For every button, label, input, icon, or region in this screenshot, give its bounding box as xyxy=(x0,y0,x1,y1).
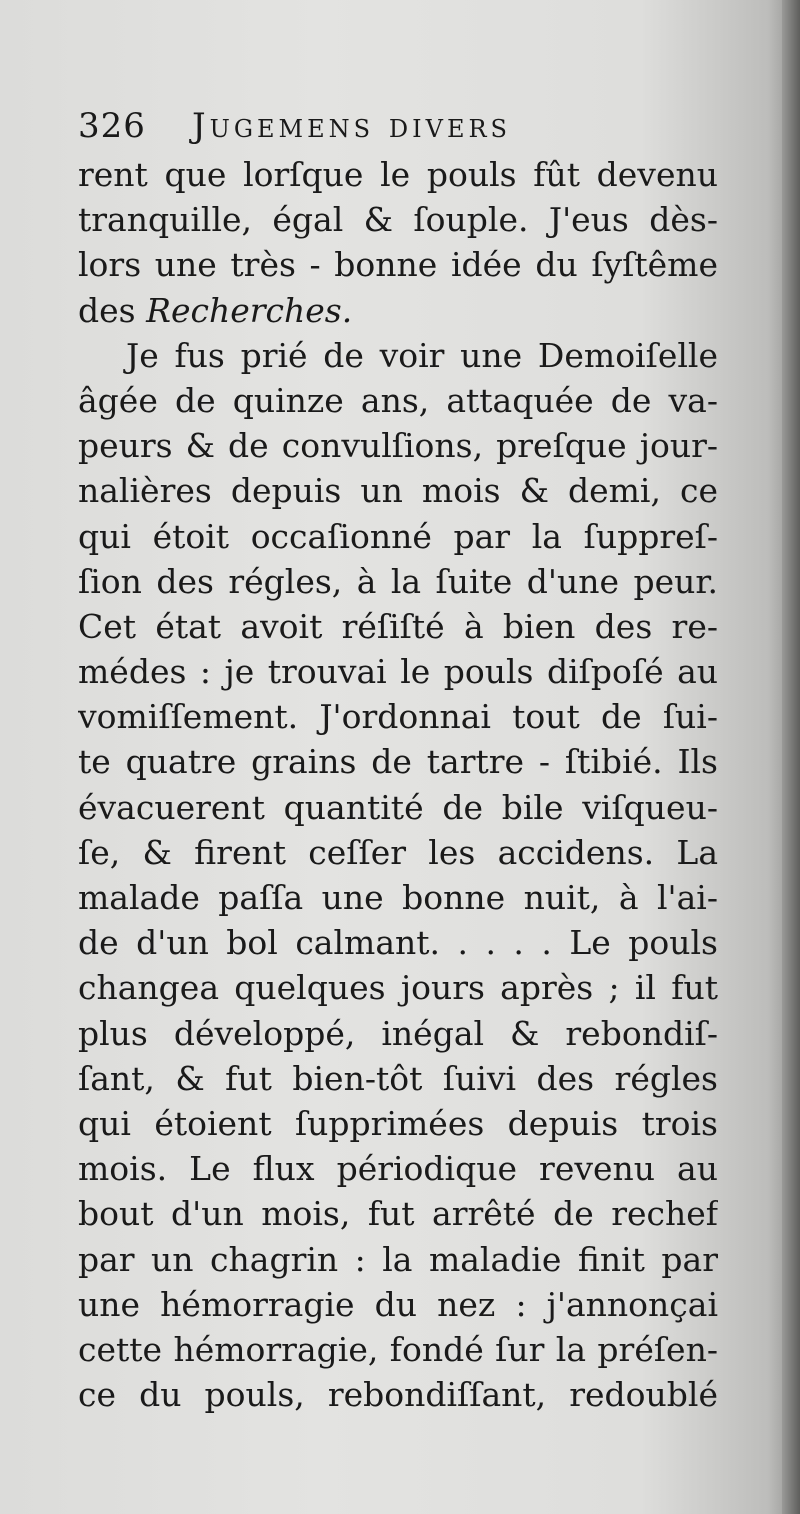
text-line: plus développé, inégal & rebondiſ- xyxy=(78,1013,718,1053)
text-fragment: des xyxy=(78,290,147,330)
italic-title: Recherches. xyxy=(146,290,353,330)
page-gutter-shadow xyxy=(782,0,800,1514)
text-line: médes : je trouvai le pouls diſpoſé au xyxy=(78,652,718,692)
text-line: lors une très - bonne idée du ſyſtême xyxy=(78,245,718,285)
text-line: ce du pouls, rebondiſſant, redoublé xyxy=(78,1375,718,1415)
text-line: de d'un bol calmant. . . . . Le pouls xyxy=(78,923,718,963)
text-line: vomiſſement. J'ordonnai tout de ſui- xyxy=(78,697,718,737)
paragraph-start-line: Je fus prié de voir une Demoiſelle xyxy=(126,335,718,375)
text-line xyxy=(78,288,718,333)
text-line: mois. Le flux périodique revenu au xyxy=(78,1149,718,1189)
text-line: te quatre grains de tartre - ſtibié. Ils xyxy=(78,742,718,782)
text-line: bout d'un mois, fut arrêté de rechef xyxy=(78,1194,718,1234)
text-line: qui étoient ſupprimées depuis trois xyxy=(78,1103,718,1143)
text-line: cette hémorragie, fondé ſur la préſen- xyxy=(78,1329,718,1369)
text-line: par un chagrin : la maladie finit par xyxy=(78,1239,718,1279)
text-line: ſion des régles, à la ſuite d'une peur. xyxy=(78,561,718,601)
text-line: tranquille, égal & ſouple. J'eus dès- xyxy=(78,200,718,240)
text-line: ſe, & firent ceſſer les accidens. La xyxy=(78,832,718,872)
text-line: peurs & de convulſions, preſque jour- xyxy=(78,426,718,466)
text-line: âgée de quinze ans, attaquée de va- xyxy=(78,380,718,420)
text-line: qui étoit occaſionné par la ſuppreſ- xyxy=(78,516,718,556)
running-title: Jugemens divers xyxy=(192,106,511,146)
text-line: malade paſſa une bonne nuit, à l'ai- xyxy=(78,878,718,917)
page-header xyxy=(78,104,718,148)
text-line: une hémorragie du nez : j'annonçai xyxy=(78,1284,718,1324)
text-line: ſant, & fut bien-tôt ſuivi des régles xyxy=(78,1058,718,1098)
text-line: évacuerent quantité de bile viſqueu- xyxy=(78,787,718,827)
text-line: changea quelques jours après ; il fut xyxy=(78,968,718,1008)
text-line: rent que lorſque le pouls fût devenu xyxy=(78,155,718,194)
text-line: Cet état avoit réſiſté à bien des re- xyxy=(78,606,718,646)
text-line: nalières depuis un mois & demi, ce xyxy=(78,471,718,511)
page-number: 326 xyxy=(78,106,146,146)
body-text xyxy=(78,152,718,1417)
